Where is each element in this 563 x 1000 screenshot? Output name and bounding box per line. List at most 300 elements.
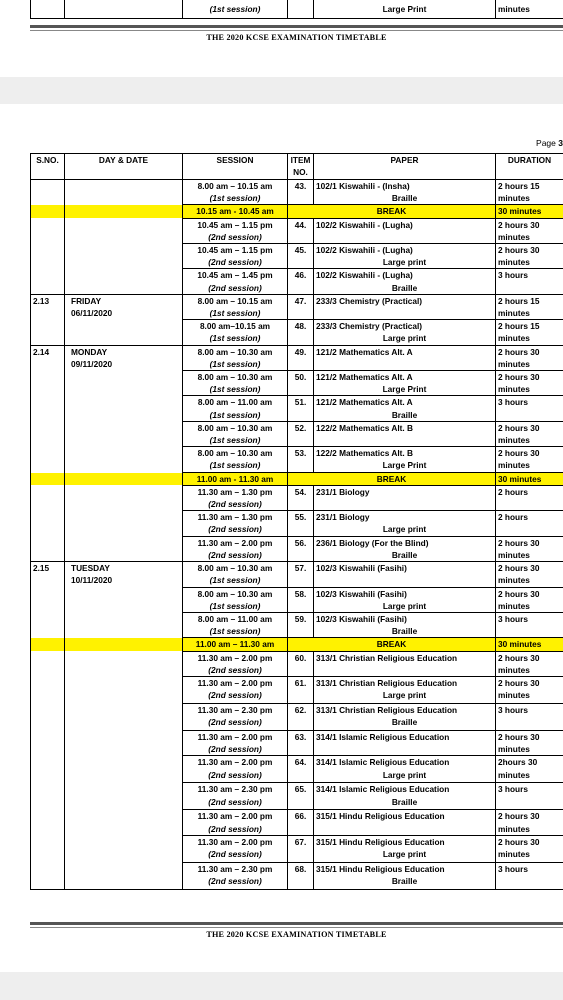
session-time: 8.00 am – 10.30 am [197,422,273,433]
duration-cell: 2 hours 30 minutes [496,651,563,676]
sno-cell: 2.13 [31,294,65,319]
timetable-table [30,153,563,890]
session-time: 8.00 am – 10.15 am [197,181,273,191]
sno-cell [31,587,65,612]
session-cell [183,294,288,319]
paper-cell [314,180,496,205]
sno-cell [31,676,65,703]
day-cell [65,862,183,889]
footer-rule [30,25,563,28]
session-cell [183,783,288,810]
day-cell [65,562,183,587]
paper-cell [314,371,496,396]
session-cell [183,703,288,730]
day-cell [65,218,183,243]
session-note: (2nd session) [208,690,262,701]
item-cell: 58. [288,587,314,612]
session-cell [183,511,288,536]
paper-note: Large Print [382,460,427,471]
item-cell: 50. [288,371,314,396]
table-row [31,447,563,472]
session-note: (1st session) [209,333,261,344]
day-cell [65,810,183,835]
paper-cell [314,511,496,536]
session-note: (2nd session) [208,717,262,728]
table-row [31,371,563,396]
session-note: (2nd session) [208,848,262,859]
timetable-body [31,180,563,890]
duration-cell: 2 hours [496,485,563,510]
session-cell [183,862,288,889]
sno-cell [31,703,65,730]
day-cell [65,447,183,472]
previous-page-fragment [0,0,563,77]
footer-title: THE 2020 KCSE EXAMINATION TIMETABLE [206,33,387,42]
table-row [31,294,563,319]
paper-note: Large print [382,524,427,535]
footer-title: THE 2020 KCSE EXAMINATION TIMETABLE [206,930,387,939]
table-row [31,612,563,637]
duration-cell: 2 hours 30 minutes [496,676,563,703]
paper-cell [314,320,496,345]
sno-cell [31,536,65,561]
sno-cell: 2.14 [31,345,65,370]
duration-cell: 2 hours 30 minutes [496,810,563,835]
day-date: 09/11/2020 [71,358,113,369]
table-row [31,320,563,345]
sno-cell [31,485,65,510]
session-note: (1st session) [209,626,261,637]
day-cell [65,676,183,703]
footer-rule-thin [30,927,563,928]
day-cell [65,396,183,421]
paper-title: 233/3 Chemistry (Practical) [316,321,423,332]
header-sno: S.NO. [31,154,65,180]
day-cell [65,269,183,294]
item-cell: 43. [288,180,314,205]
day-date: 10/11/2020 [71,575,113,586]
item-cell: 68. [288,862,314,889]
paper-cell [314,612,496,637]
session-note: (1st session) [209,435,261,446]
footer-rule-thin [30,30,563,31]
sno-cell [31,320,65,345]
session-note: (2nd session) [208,282,262,293]
paper-note: Braille [391,796,418,807]
item-cell: 64. [288,756,314,783]
session-note: (1st session) [209,308,261,319]
item-cell: 65. [288,783,314,810]
break-session: 11.00 am – 11.30 am [183,638,288,651]
item-cell: 44. [288,218,314,243]
day-cell [65,294,183,319]
paper-cell [314,587,496,612]
table-row [31,756,563,783]
session-note: (1st session) [209,193,261,204]
day-cell [65,345,183,370]
paper-title: 236/1 Biology (For the Blind) [316,537,429,548]
day-name: FRIDAY [71,295,102,306]
day-cell [65,371,183,396]
sno-cell [31,269,65,294]
paper-title: 121/2 Mathematics Alt. A [316,346,413,357]
session-cell [183,244,288,269]
day-cell [65,756,183,783]
paper-title: 102/2 Kiswahili - (Lugha) [316,219,413,230]
session-cell [183,810,288,835]
item-cell: 55. [288,511,314,536]
table-row [31,783,563,810]
paper-cell [314,651,496,676]
duration-cell: 2 hours 30 minutes [496,447,563,472]
header-row [31,154,563,180]
paper-note: Large print [382,848,427,859]
paper-cell [314,676,496,703]
paper-cell [314,396,496,421]
paper-note: Large Print [382,4,427,14]
session-cell [183,651,288,676]
session-time: 11.30 am – 2.00 pm [197,537,273,548]
paper-note: Large print [382,600,427,611]
session-cell [183,421,288,446]
footer-rule [30,922,563,925]
day-cell [65,421,183,446]
session-time: 11.30 am – 2.00 pm [197,652,273,663]
session-cell [183,269,288,294]
table-row [31,180,563,205]
paper-cell [314,218,496,243]
day-cell [65,511,183,536]
item-cell: 59. [288,612,314,637]
break-label: BREAK [288,638,496,651]
paper-note: Large print [382,257,427,268]
session-time: 11.30 am – 2.00 pm [197,731,273,742]
item-cell: 57. [288,562,314,587]
session-note: (1st session) [209,575,261,586]
paper-title: 121/2 Mathematics Alt. A [316,372,413,383]
session-cell [183,730,288,755]
sno-cell [31,244,65,269]
session-note: (2nd session) [208,257,262,268]
page-label: Page [536,138,556,148]
paper-cell [314,703,496,730]
paper-title: 314/1 Islamic Religious Education [316,757,450,768]
item-cell: 66. [288,810,314,835]
session-cell [183,835,288,862]
session-cell [183,587,288,612]
duration-cell: 2 hours 30 minutes [496,587,563,612]
paper-title: 315/1 Hindu Religious Education [316,811,445,822]
header-duration: DURATION [496,154,563,180]
day-name: MONDAY [71,346,108,357]
paper-title: 315/1 Hindu Religious Education [316,836,445,847]
paper-title: 314/1 Islamic Religious Education [316,784,450,795]
sno-cell [31,756,65,783]
table-row [31,862,563,889]
table-row [31,676,563,703]
paper-cell [314,345,496,370]
day-cell [65,587,183,612]
session-cell [183,612,288,637]
header-session: SESSION [183,154,288,180]
item-cell: 62. [288,703,314,730]
table-row [31,703,563,730]
sno-cell [31,783,65,810]
duration-cell: 2 hours 30 minutes [496,218,563,243]
table-row [31,536,563,561]
item-cell: 45. [288,244,314,269]
break-duration: 30 minutes [496,472,563,485]
session-time: 11.30 am – 2.00 pm [197,757,273,768]
duration-cell: 2 hours 30 minutes [496,730,563,755]
session-note: (2nd session) [208,823,262,834]
paper-title: 313/1 Christian Religious Education [316,704,458,715]
break-label: BREAK [288,472,496,485]
table-row [31,218,563,243]
paper-note: Braille [391,193,418,204]
item-cell: 54. [288,485,314,510]
day-cell [65,730,183,755]
day-cell [65,244,183,269]
table-row [31,269,563,294]
paper-title: 122/2 Mathematics Alt. B [316,422,413,433]
duration-cell: 3 hours [496,396,563,421]
break-row [31,472,563,485]
paper-note: Large print [382,333,427,344]
paper-cell [314,269,496,294]
item-cell: 49. [288,345,314,370]
session-cell [183,562,288,587]
paper-title: 102/2 Kiswahili - (Lugha) [316,245,413,256]
session-cell [183,485,288,510]
sno-cell [31,730,65,755]
paper-cell [314,536,496,561]
session-time: 11.30 am – 1.30 pm [197,486,273,497]
paper-cell [314,294,496,319]
break-duration: 30 minutes [496,205,563,218]
session-cell [183,218,288,243]
break-row [31,205,563,218]
duration-cell: 2 hours 30 minutes [496,562,563,587]
paper-cell [314,447,496,472]
session-time: 8.00 am – 10.30 am [197,346,273,357]
session-note: (2nd session) [208,549,262,560]
session-cell [183,180,288,205]
paper-cell [314,562,496,587]
paper-title: 313/1 Christian Religious Education [316,652,458,663]
duration-cell: 2 hours 30 minutes [496,536,563,561]
session-time: 11.30 am – 2.00 pm [197,677,273,688]
paper-note: Large Print [382,384,427,395]
paper-note: Braille [391,875,418,886]
paper-note: Large print [382,690,427,701]
item-cell: 53. [288,447,314,472]
paper-cell [314,485,496,510]
duration-cell: 2 hours 30 minutes [496,835,563,862]
session-time: 11.30 am – 2.00 pm [197,836,273,847]
day-cell [65,180,183,205]
paper-cell [314,244,496,269]
session-note: (2nd session) [208,524,262,535]
duration-cell: 2 hours 15 minutes [496,180,563,205]
paper-note: Braille [391,626,418,637]
sno-cell [31,612,65,637]
paper-note: Braille [391,409,418,420]
paper-title: 102/3 Kiswahili (Fasihi) [316,588,407,599]
day-cell [65,835,183,862]
day-name: TUESDAY [71,563,110,574]
session-note: (2nd session) [208,796,262,807]
paper-title: 231/1 Biology [316,486,370,497]
sno-cell [31,862,65,889]
previous-page-table [30,0,563,19]
session-cell [183,676,288,703]
item-cell: 46. [288,269,314,294]
session-time: 8.00 am – 10.30 am [197,448,273,459]
session-cell [183,447,288,472]
session-note: (1st session) [209,460,261,471]
header-day: DAY & DATE [65,154,183,180]
table-row [31,511,563,536]
day-cell [65,536,183,561]
table-row [31,651,563,676]
paper-title: 102/3 Kiswahili (Fasihi) [316,563,407,574]
session-note: (2nd session) [208,231,262,242]
session-time: 11.30 am – 2.30 pm [197,784,273,795]
session-time: 10.45 am – 1.45 pm [197,270,273,281]
header-paper: PAPER [314,154,496,180]
table-row [31,730,563,755]
break-session: 11.00 am - 11.30 am [183,472,288,485]
day-cell [65,320,183,345]
session-time: 8.00 am – 10.15 am [197,295,273,306]
sno-cell [31,218,65,243]
header-item: ITEM NO. [288,154,314,180]
session-note: (1st session) [209,4,261,14]
table-row [31,835,563,862]
item-cell: 51. [288,396,314,421]
paper-title: 102/3 Kiswahili (Fasihi) [316,613,407,624]
paper-note: Braille [391,282,418,293]
sno-cell [31,835,65,862]
session-cell [183,756,288,783]
day-cell [65,783,183,810]
session-time: 11.30 am – 1.30 pm [197,512,273,523]
duration-cell: minutes [498,4,530,14]
paper-note: Large print [382,769,427,780]
duration-cell: 2 hours 30 minutes [496,371,563,396]
timetable-page [0,104,563,972]
sno-cell [31,447,65,472]
session-time: 10.45 am – 1.15 pm [197,219,273,230]
sno-cell [31,371,65,396]
item-cell: 48. [288,320,314,345]
session-note: (2nd session) [208,769,262,780]
duration-cell: 3 hours [496,783,563,810]
paper-title: 122/2 Mathematics Alt. B [316,448,413,459]
session-note: (1st session) [209,409,261,420]
paper-cell [314,783,496,810]
table-row [31,345,563,370]
session-note: (2nd session) [208,875,262,886]
session-time: 8.00 am – 11.00 am [197,613,273,624]
day-cell [65,485,183,510]
session-note: (1st session) [209,600,261,611]
session-cell [183,345,288,370]
duration-cell: 2 hours 15 minutes [496,294,563,319]
sno-cell [31,421,65,446]
sno-cell: 2.15 [31,562,65,587]
duration-cell: 2 hours 30 minutes [496,421,563,446]
duration-cell: 2 hours 30 minutes [496,345,563,370]
day-cell [65,703,183,730]
break-session: 10.15 am - 10.45 am [183,205,288,218]
session-cell [183,396,288,421]
day-cell [65,651,183,676]
paper-title: 102/2 Kiswahili - (Lugha) [316,270,413,281]
session-time: 8.00 am – 10.30 am [197,588,273,599]
duration-cell: 3 hours [496,862,563,889]
session-note: (2nd session) [208,744,262,755]
session-cell [183,320,288,345]
session-time: 8.00 am – 10.30 am [197,563,273,574]
sno-cell [31,511,65,536]
session-cell [183,371,288,396]
sno-cell [31,396,65,421]
session-time: 10.45 am – 1.15 pm [197,245,273,256]
duration-cell: 3 hours [496,612,563,637]
session-time: 8.00 am – 11.00 am [197,397,273,408]
item-cell: 67. [288,835,314,862]
paper-title: 314/1 Islamic Religious Education [316,731,450,742]
paper-cell [314,835,496,862]
duration-cell: 2 hours [496,511,563,536]
paper-cell [314,756,496,783]
paper-title: 313/1 Christian Religious Education [316,677,458,688]
paper-cell [314,421,496,446]
session-note: (1st session) [209,384,261,395]
paper-title: 102/1 Kiswahili - (Insha) [316,181,410,191]
table-row [31,421,563,446]
session-time: 11.30 am – 2.30 pm [197,704,273,715]
duration-cell: 2 hours 30 minutes [496,244,563,269]
day-cell [65,612,183,637]
duration-cell: 3 hours [496,703,563,730]
item-cell: 52. [288,421,314,446]
item-cell: 63. [288,730,314,755]
table-row [31,587,563,612]
item-cell: 47. [288,294,314,319]
sno-cell [31,810,65,835]
table-row [31,810,563,835]
session-time: 11.30 am – 2.00 pm [197,811,273,822]
session-time: 8.00 am–10.15 am [199,321,271,332]
duration-cell: 3 hours [496,269,563,294]
day-date: 06/11/2020 [71,308,113,319]
session-note: (2nd session) [208,664,262,675]
break-label: BREAK [288,205,496,218]
page-number-value: 3 [558,138,563,148]
page-number [536,138,563,148]
paper-cell [314,862,496,889]
table-row [31,562,563,587]
paper-title: 231/1 Biology [316,512,370,523]
session-note: (2nd session) [208,499,262,510]
session-note: (1st session) [209,358,261,369]
session-cell [183,536,288,561]
paper-note: Braille [391,549,418,560]
break-duration: 30 minutes [496,638,563,651]
